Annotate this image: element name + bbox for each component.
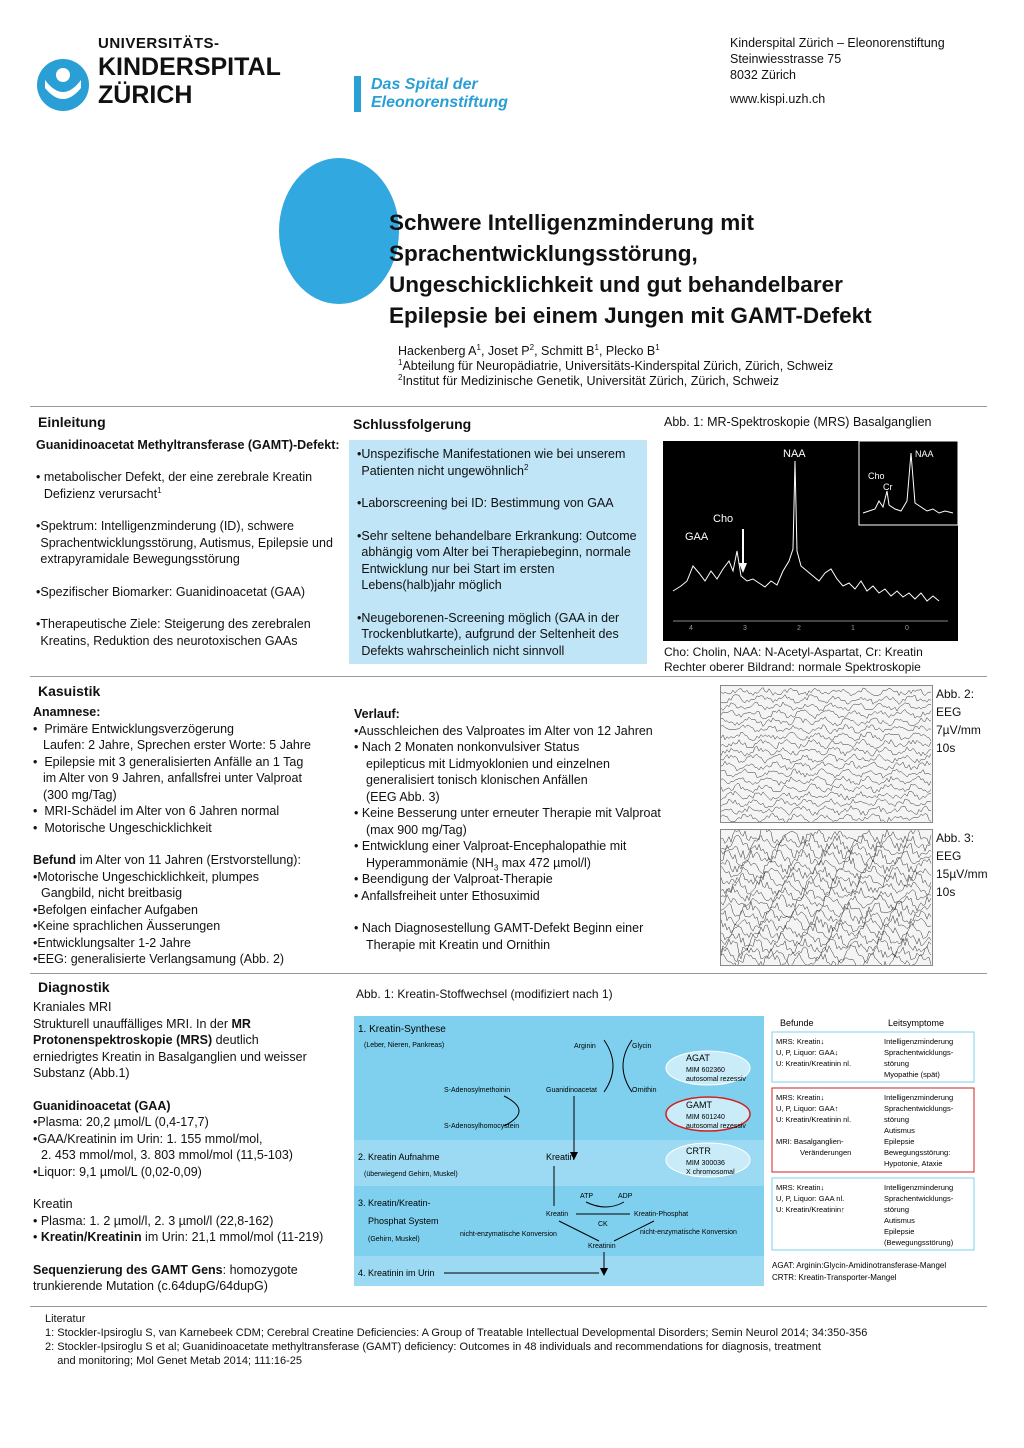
svg-text:autosomal rezessiv: autosomal rezessiv — [686, 1123, 746, 1130]
svg-text:MIM 601240: MIM 601240 — [686, 1114, 725, 1121]
schluss-box — [349, 440, 647, 664]
befunde-panel — [770, 1016, 980, 1286]
list-item: • Therapeutische Ziele: Steigerung des zerebralen Kreatins, Reduktion des neurotoxischen GAAs — [36, 617, 311, 648]
eeg-figure-2 — [720, 685, 933, 823]
gaa-label: GAA — [685, 531, 709, 543]
eeg-trace — [721, 747, 931, 757]
svg-text:störung: störung — [884, 1059, 910, 1068]
list-item: • Spektrum: Intelligenzminderung (ID), schwere Sprachentwicklungsstörung, Autismus, Epilepsie und extrapyramidale Bewegungsstörung — [36, 519, 333, 566]
eeg-trace — [721, 835, 931, 853]
svg-text:MRS: Kreatin↓: MRS: Kreatin↓ — [776, 1037, 825, 1046]
svg-text:Sprachentwicklungs-: Sprachentwicklungs- — [884, 1194, 954, 1203]
eeg-trace — [721, 866, 931, 882]
reference-2: 2: Stockler-Ipsiroglu S et al; Guanidinoacetate methyltransferase (GAMT) deficiency: Outcomes in 48 individuals and recommendations for diagnosis, treatment — [45, 1341, 821, 1353]
divider — [30, 406, 987, 407]
decorative-circle — [279, 158, 399, 304]
svg-text:nicht-enzymatische Konversion: nicht-enzymatische Konversion — [640, 1229, 737, 1236]
svg-text:MIM 602360: MIM 602360 — [686, 1067, 725, 1074]
diagnostik-heading: Diagnostik — [38, 979, 110, 995]
svg-text:Kreatin: Kreatin — [546, 1152, 575, 1162]
eeg2-caption: Abb. 2: EEG 7µV/mm 10s — [936, 687, 981, 755]
svg-text:U, P, Liquor: GAA↓: U, P, Liquor: GAA↓ — [776, 1048, 839, 1057]
svg-text:störung: störung — [884, 1205, 910, 1214]
affiliation-2: Institut für Medizinische Genetik, Universität Zürich, Zürich, Schweiz — [402, 374, 779, 388]
axis-tick: 0 — [905, 625, 909, 632]
verlauf-block: Verlauf: •Ausschleichen des Valproates im Alter von 12 Jahren • Nach 2 Monaten nonkonvulsiver Status epilepticus mit Lidmyoklonien und einzelnen generalisiert tonisch klonischen Anfällen (EEG Abb. 3) • Keine Besserung unter erneuter Therapie mit Valproat (max 900 mg/Tag) • Entwicklung einer Valproat-Encephalopathie mit Hyperammonämie ($NH_3$ max 472 µmol/l) • Beendigung der Valproat-Therapie • Anfallsfreiheit unter Ethosuximid • Nach Diagnosestellung GAMT-Defekt Beginn einer Therapie mit Kreatin und Ornithin — [354, 707, 661, 952]
svg-text:Epilepsie: Epilepsie — [884, 1137, 915, 1146]
svg-text:Sprachentwicklungs-: Sprachentwicklungs- — [884, 1048, 954, 1057]
svg-text:(Leber, Nieren, Pankreas): (Leber, Nieren, Pankreas) — [364, 1042, 445, 1049]
eeg-trace — [721, 754, 931, 764]
eeg-trace — [721, 776, 931, 786]
svg-text:Kreatinin: Kreatinin — [588, 1243, 616, 1250]
svg-text:X chromosomal: X chromosomal — [686, 1169, 735, 1176]
eeg-trace — [721, 702, 931, 711]
svg-text:CRTR: CRTR — [686, 1146, 711, 1156]
svg-text:Ornithin: Ornithin — [632, 1087, 657, 1094]
mrs-spectrum-figure — [663, 441, 958, 641]
svg-text:Hypotonie, Ataxie: Hypotonie, Ataxie — [884, 1159, 943, 1168]
svg-text:Intelligenzminderung: Intelligenzminderung — [884, 1183, 954, 1192]
poster-title: Schwere Intelligenzminderung mit Sprachentwicklungsstörung, Ungeschicklichkeit und gut behandelbarer Epilepsie bei einem Jungen mit GAMT-Defekt — [389, 210, 872, 328]
eeg-trace — [721, 710, 931, 719]
svg-text:U, P, Liquor: GAA↑: U, P, Liquor: GAA↑ — [776, 1104, 839, 1113]
svg-text:Guanidinoacetat: Guanidinoacetat — [546, 1087, 597, 1094]
svg-text:Kreatin-Phosphat: Kreatin-Phosphat — [634, 1211, 689, 1218]
svg-text:MRI: Basalganglien-: MRI: Basalganglien- — [776, 1137, 844, 1146]
list-item: • metabolischer Defekt, der eine zerebrale Kreatin Defizienz verursacht$^1$ — [36, 470, 313, 501]
svg-text:3. Kreatin/Kreatin-: 3. Kreatin/Kreatin- — [358, 1198, 431, 1208]
svg-text:MRS: Kreatin↓: MRS: Kreatin↓ — [776, 1093, 825, 1102]
reference-1: 1: Stockler-Ipsiroglu S, van Karnebeek CDM; Cerebral Creatine Deficiencies: A Group of Treatable Intellectual Developmental Disorders; Semin Neurol 2014; 34:350-356 — [45, 1327, 868, 1339]
axis-tick: 2 — [797, 625, 801, 632]
eeg-trace — [721, 813, 931, 822]
svg-text:Intelligenzminderung: Intelligenzminderung — [884, 1037, 954, 1046]
creatine-metabolism-diagram — [354, 1016, 764, 1286]
svg-text:Autismus: Autismus — [884, 1216, 915, 1225]
eeg-trace — [721, 886, 931, 903]
eeg-trace — [721, 938, 931, 955]
svg-text:4. Kreatinin im Urin: 4. Kreatinin im Urin — [358, 1268, 435, 1278]
svg-text:Intelligenzminderung: Intelligenzminderung — [884, 1093, 954, 1102]
mrs-legend: Cho: Cholin, NAA: N-Acetyl-Aspartat, Cr: Kreatin Rechter oberer Bildrand: normale Spektroskopie — [664, 645, 923, 674]
svg-text:(Bewegungsstörung): (Bewegungsstörung) — [884, 1238, 954, 1247]
svg-text:U, P, Liquor: GAA nl.: U, P, Liquor: GAA nl. — [776, 1194, 845, 1203]
svg-text:CRTR: Kreatin-Transporter-Mang: CRTR: Kreatin-Transporter-Mangel — [772, 1273, 897, 1282]
list-item: • Sehr seltene behandelbare Erkrankung: Outcome abhängig vom Alter bei Therapiebeginn, normale Entwicklung nur bei Start im ersten Lebens(halb)jahr möglich — [357, 528, 637, 592]
eeg-trace — [721, 830, 931, 844]
svg-text:Phosphat System: Phosphat System — [368, 1216, 439, 1226]
svg-text:S-Adenosylmethoinin: S-Adenosylmethoinin — [444, 1087, 511, 1094]
affiliation-1: Abteilung für Neuropädiatrie, Universitäts-Kinderspital Zürich, Zürich, Schweiz — [402, 359, 834, 373]
anamnese-block: Anamnese: • Primäre Entwicklungsverzögerung Laufen: 2 Jahre, Sprechen erster Worte: 5 Jahre • Epilepsie mit 3 generalisierten Anfälle an 1 Tag im Alter von 9 Jahren, anfallsfrei unter Valproat (300 mg/Tag) • MRI-Schädel im Alter von 6 Jahren normal • Motorische Ungeschicklichkeit Befund im Alter von 11 Jahren (Erstvorstellung): •Motorische Ungeschicklichkeit, plumpes Gangbild, nicht breitbasig •Befolgen einfacher Aufgaben •Keine sprachlichen Äusserungen •Entwicklungsalter 1-2 Jahre •EEG: generalisierte Verlangsamung (Abb. 2) — [33, 705, 311, 966]
axis-tick: 4 — [689, 625, 693, 632]
svg-text:U: Kreatin/Kreatinin nl.: U: Kreatin/Kreatinin nl. — [776, 1115, 852, 1124]
list-item: • Laborscreening bei ID: Bestimmung von GAA — [357, 496, 614, 510]
eeg-trace — [721, 732, 931, 741]
svg-text:GAMT: GAMT — [686, 1100, 712, 1110]
eeg-figure-3 — [720, 829, 933, 966]
svg-text:Kreatin: Kreatin — [546, 1211, 569, 1218]
svg-text:störung: störung — [884, 1115, 910, 1124]
list-item: • Unspezifische Manifestationen wie bei unserem Patienten nicht ungewöhnlich$^2$ — [357, 447, 626, 478]
svg-text:Befunde: Befunde — [780, 1018, 814, 1028]
divider — [30, 973, 987, 974]
svg-text:AGAT: Arginin:Glycin-Amidinotr: AGAT: Arginin:Glycin-Amidinotransferase-Mangel — [772, 1261, 947, 1270]
eeg-trace — [721, 806, 931, 816]
logo-wordmark: UNIVERSITÄTS- KINDERSPITAL ZÜRICH — [98, 35, 281, 109]
divider — [30, 676, 987, 677]
eeg-trace — [721, 784, 931, 793]
schluss-heading: Schlussfolgerung — [353, 416, 472, 432]
svg-text:1. Kreatin-Synthese: 1. Kreatin-Synthese — [358, 1024, 446, 1035]
eeg-trace — [721, 761, 931, 771]
svg-text:(überwiegend Gehirn, Muskel): (überwiegend Gehirn, Muskel) — [364, 1171, 458, 1178]
eeg-trace — [721, 688, 931, 696]
divider — [30, 1306, 987, 1307]
eeg-trace — [721, 725, 931, 734]
svg-text:Myopathie (spät): Myopathie (spät) — [884, 1070, 940, 1079]
svg-text:(Gehirn, Muskel): (Gehirn, Muskel) — [368, 1236, 420, 1243]
eeg3-caption: Abb. 3: EEG 15µV/mm 10s — [936, 831, 988, 899]
list-item: • Spezifischer Biomarker: Guanidinoacetat (GAA) — [36, 584, 306, 599]
svg-text:Glycin: Glycin — [632, 1043, 652, 1050]
eeg-trace — [721, 953, 931, 965]
svg-text:Bewegungsstörung:: Bewegungsstörung: — [884, 1148, 951, 1157]
einleitung-heading: Einleitung — [38, 414, 106, 430]
inset-naa-label: NAA — [915, 449, 934, 459]
eeg-trace — [721, 908, 931, 925]
svg-text:MIM 300036: MIM 300036 — [686, 1160, 725, 1167]
svg-text:Autismus: Autismus — [884, 1126, 915, 1135]
svg-text:ATP: ATP — [580, 1193, 594, 1200]
reference-2-cont: and monitoring; Mol Genet Metab 2014; 111:16-25 — [45, 1355, 303, 1367]
mrs-caption: Abb. 1: MR-Spektroskopie (MRS) Basalganglien — [664, 415, 932, 429]
svg-text:autosomal rezessiv: autosomal rezessiv — [686, 1076, 746, 1083]
svg-text:Sprachentwicklungs-: Sprachentwicklungs- — [884, 1104, 954, 1113]
stoffwechsel-caption: Abb. 1: Kreatin-Stoffwechsel (modifiziert nach 1) — [356, 987, 613, 1001]
svg-text:nicht-enzymatische Konversion: nicht-enzymatische Konversion — [460, 1231, 557, 1238]
eeg-trace — [721, 931, 931, 947]
svg-text:MRS: Kreatin↓: MRS: Kreatin↓ — [776, 1183, 825, 1192]
tagline: Das Spital der Eleonorenstiftung — [354, 76, 508, 112]
svg-text:U: Kreatin/Kreatinin nl.: U: Kreatin/Kreatinin nl. — [776, 1059, 852, 1068]
literature-block: Literatur 1: Stockler-Ipsiroglu S, van Karnebeek CDM; Cerebral Creatine Deficiencies: A Group of Treatable Intellectual Developmental Disorders; Semin Neurol 2014; 34:350-356 2: Stockler-Ipsiroglu S et al; Guanidinoacetate methyltransferase (GAMT) deficiency: Outcomes in 48 individuals and recommendations for diagnosis, treatment and monitoring; Mol Genet Metab 2014; 111:16-25 — [45, 1313, 868, 1367]
kispi-logo-icon — [36, 58, 90, 112]
svg-text:Arginin: Arginin — [574, 1043, 596, 1050]
authors-block: Hackenberg $A^1$, Joset $P^2$, Schmitt $B^1$, Plecko $B^1$ $^1$Abteilung für Neuropädiatrie, Universitäts-Kinderspital Zürich, Zürich, Schweiz $^2$Institut für Medizinische Genetik, Universität Zürich, Zürich, Schweiz — [398, 342, 834, 388]
eeg-trace — [721, 695, 931, 705]
diagnostik-block: Kraniales MRI Strukturell unauffälliges MRI. In der MR Protonenspektroskopie (MRS) deutlich erniedrigtes Kreatin in Basalganglien und weisser Substanz (Abb.1) Guanidinoacetat (GAA) •Plasma: 20,2 µmol/L (0,4-17,7) •GAA/Kreatinin im Urin: 1. 155 mmol/mol, 2. 453 mmol/mol, 3. 803 mmol/mol (11,5-103) •Liquor: 9,1 µmol/L (0,02-0,09) Kreatin • Plasma: 1. 2 µmol/l, 2. 3 µmol/l (22,8-162) • Kreatin/Kreatinin im Urin: 21,1 mmol/mol (11-219) Sequenzierung des GAMT Gens: homozygote trunkierende Mutation (c.64dupG/64dupG) — [33, 1000, 324, 1293]
eeg-trace — [721, 717, 931, 727]
inset-cho-label: Cho — [868, 471, 885, 481]
svg-text:S-Adenosylhomocystein: S-Adenosylhomocystein — [444, 1123, 520, 1130]
cho-label: Cho — [713, 513, 734, 525]
svg-text:Veränderungen: Veränderungen — [800, 1148, 852, 1157]
svg-text:U: Kreatin/Kreatinin↑: U: Kreatin/Kreatinin↑ — [776, 1205, 845, 1214]
svg-text:CK: CK — [598, 1221, 608, 1228]
eeg-trace — [721, 880, 931, 896]
svg-text:Leitsymptome: Leitsymptome — [888, 1018, 945, 1028]
website-link[interactable]: www.kispi.uzh.ch — [730, 92, 826, 106]
svg-text:ADP: ADP — [618, 1193, 633, 1200]
naa-label: NAA — [783, 448, 806, 460]
list-item: • Neugeborenen-Screening möglich (GAA in der Trockenblutkarte), aufgrund der Seltenheit des Defekts wahrscheinlich nicht sinnvoll — [357, 610, 620, 658]
axis-tick: 1 — [851, 625, 855, 632]
eeg-trace — [721, 798, 931, 807]
axis-tick: 3 — [743, 625, 747, 632]
eeg-trace — [721, 769, 931, 779]
svg-text:2. Kreatin Aufnahme: 2. Kreatin Aufnahme — [358, 1152, 440, 1162]
svg-text:AGAT: AGAT — [686, 1053, 710, 1063]
einleitung-section — [36, 414, 346, 649]
gamt-subhead: Guanidinoacetat Methyltransferase (GAMT)-Defekt: — [36, 437, 340, 452]
eeg-trace — [721, 916, 931, 933]
svg-text:Epilepsie: Epilepsie — [884, 1227, 915, 1236]
inset-cr-label: Cr — [883, 482, 893, 492]
address-block: Kinderspital Zürich – Eleonorenstiftung Steinwiesstrasse 75 8032 Zürich www.kispi.uzh.ch — [730, 36, 945, 106]
eeg-trace — [721, 945, 931, 962]
kasuistik-heading: Kasuistik — [38, 683, 101, 699]
